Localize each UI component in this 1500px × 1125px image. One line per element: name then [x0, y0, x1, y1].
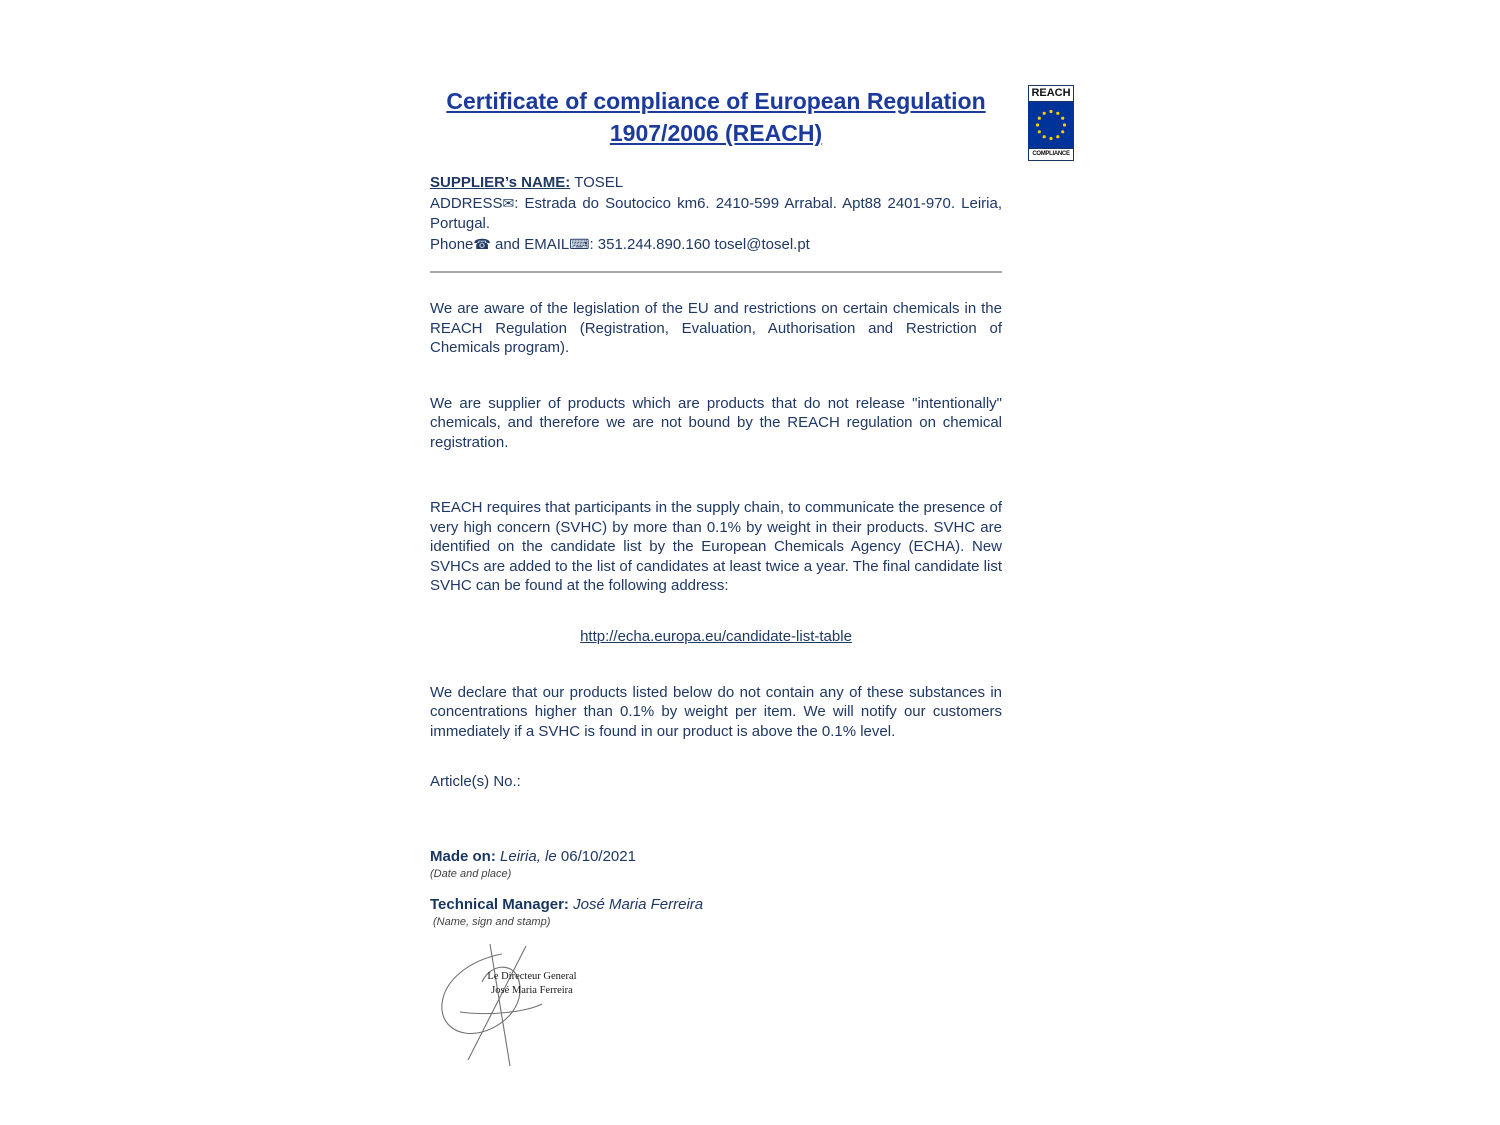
date-place-caption: (Date and place) [430, 868, 512, 880]
technical-manager-name: José Maria Ferreira [568, 896, 704, 913]
phone-icon: ☎ [473, 236, 491, 252]
signature-stamp-text [462, 970, 602, 998]
phone-label: Phone [430, 236, 474, 253]
paragraph-reach-awareness: We are aware of the legislation of the EU and restrictions on certain chemicals in the REACH Regulation (Registration, Evaluation, Authorisation and Restriction of Chemicals program). [430, 300, 1002, 356]
address-value: : Estrada do Soutocico km6. 2410-599 Arrabal. Apt88 2401-970. Leiria, Portugal. [430, 195, 1002, 232]
eu-flag-icon [1028, 102, 1074, 148]
signature-scribble-icon [430, 942, 630, 1072]
made-on-date: 06/10/2021 [560, 848, 636, 865]
horizontal-divider [430, 271, 1002, 273]
supplier-name-label: SUPPLIER’s NAME: [430, 174, 571, 191]
candidate-list-link-line [430, 628, 1002, 645]
made-on-place: Leiria, le [495, 848, 561, 865]
article-number-label: Article(s) No.: [430, 773, 521, 790]
paragraph-supplier-statement: We are supplier of products which are products that do not release "intentionally" chemicals, and therefore we are not bound by the REACH regulation on chemical registration. [430, 394, 1002, 451]
reach-logo-title: REACH [1028, 85, 1074, 102]
supplier-contact-line [430, 234, 1002, 255]
reach-logo-compliance-label: COMPLIANCE [1028, 148, 1074, 161]
signature-block [430, 942, 630, 1072]
candidate-list-link[interactable]: http://echa.europa.eu/candidate-list-table [580, 627, 852, 645]
made-on-line [430, 848, 1002, 865]
made-on-label: Made on: [430, 848, 496, 865]
address-label: ADDRESS [430, 195, 503, 212]
contact-value: : 351.244.890.160 tosel@tosel.pt [589, 236, 810, 253]
page-title [430, 85, 1002, 149]
signature-stamp-line-2: José Maria Ferreira [491, 985, 573, 996]
supplier-address-line [430, 193, 1002, 234]
paragraph-svhc-requirements: REACH requires that participants in the supply chain, to communicate the presence of very high concern (SVHC) by more than 0.1% by weight in their products. SVHC are identified on the candidate list by the European Chemicals Agency (ECHA). New SVHCs are added to the list of candidates at least twice a year. The final candidate list SVHC can be found at the following address: [430, 499, 1002, 594]
supplier-name-value: TOSEL [570, 174, 624, 191]
signature-stamp-line-1: Le Directeur General [487, 971, 577, 982]
technical-manager-line [430, 896, 1002, 913]
document-content [430, 85, 1002, 1072]
technical-manager-label: Technical Manager: [430, 896, 569, 913]
supplier-name-line [430, 173, 1002, 193]
reach-compliance-logo [1028, 85, 1074, 161]
and-email-label: and EMAIL [490, 236, 570, 253]
paragraph-declaration: We declare that our products listed below do not contain any of these substances in concentrations higher than 0.1% by weight per item. We will notify our customers immediately if a SVHC is found in our product is above the 0.1% level. [430, 683, 1002, 740]
envelope-icon: ✉ [502, 195, 515, 211]
supplier-block [430, 173, 1002, 255]
title-line-1: Certificate of compliance of European Regulation [446, 88, 986, 114]
title-line-2: 1907/2006 (REACH) [609, 120, 823, 146]
name-sign-stamp-caption: (Name, sign and stamp) [433, 916, 551, 928]
email-device-icon: ⌨ [569, 236, 590, 252]
